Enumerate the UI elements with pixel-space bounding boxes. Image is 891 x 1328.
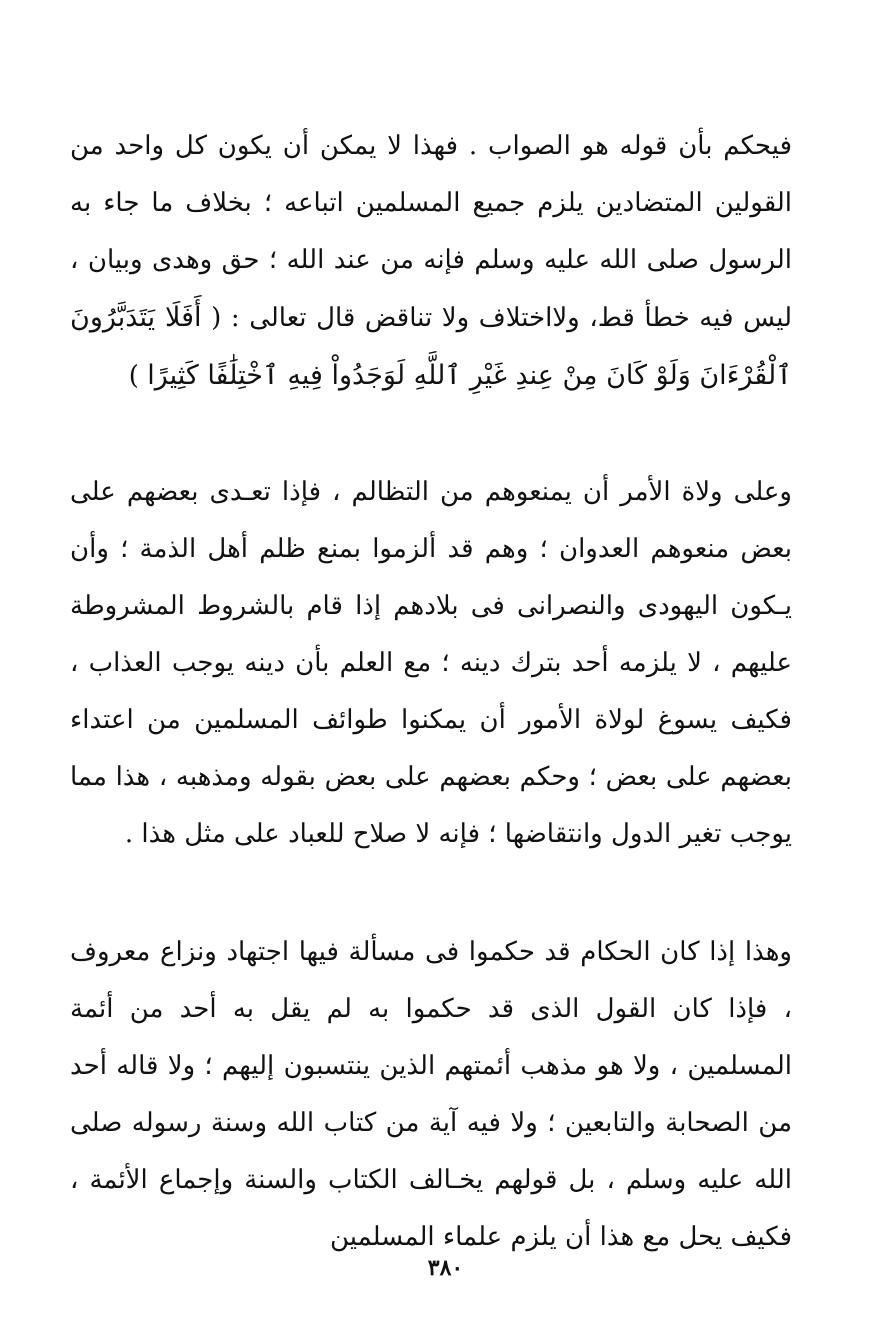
quran-verse: أَفَلَا يَتَدَبَّرُونَ ٱلْقُرْءَانَ وَلَوْ كَانَ مِنْ عِندِ غَيْرِ ٱللَّهِ لَوَجَدُواْ فِيهِ ٱخْتِلَٰفًا كَثِيرًا: [70, 302, 792, 391]
paragraph-2: وعلى ولاة الأمر أن يمنعوهم من التظالم ، فإذا تعـدى بعضهم على بعض منعوهم العدوان ؛ وهم قد ألزموا بمنع ظلم أهل الذمة ؛ وأن يـكون اليهودى والنصرانى فى بلادهم إذا قام بالشروط المشروطة عليهم ، لا يلزمه أحد بترك دينه ؛ مع العلم بأن دينه يوجب العذاب ، فكيف يسوغ لولاة الأمور أن يمكنوا طوائف المسلمين من اعتداء بعضهم على بعض ؛ وحكم بعضهم على بعض بقوله ومذهبه ، هذا مما يوجب تغير الدول وانتقاضها ؛ فإنه لا صلاح للعباد على مثل هذا .: [70, 477, 792, 849]
paragraph-1: [70, 118, 792, 405]
page-number: ٣٨٠: [427, 1255, 464, 1281]
quote-close-paren: ): [128, 361, 139, 391]
paragraph-3: وهذا إذا كان الحكام قد حكموا فى مسألة فيها اجتهاد ونزاع معروف ، فإذا كان القول الذى قد حكموا به لم يقل به أحد من أئمة المسلمين ، ولا هو مذهب أئمتهم الذين ينتسبون إليهم ؛ ولا قاله أحد من الصحابة والتابعين ؛ ولا فيه آية من كتاب الله وسنة رسوله صلى الله عليه وسلم ، بل قولهم يخـالف الكتاب والسنة وإجماع الأئمة ، فكيف يحل مع هذا أن يلزم علماء المسلمين: [70, 937, 792, 1252]
paragraph-1-text: فيحكم بأن قوله هو الصواب . فهذا لا يمكن أن يكون كل واحد من القولين المتضادين يلزم جميع المسلمين اتباعه ؛ بخلاف ما جاء به الرسول صلى الله عليه وسلم فإنه من عند الله ؛ حق وهدى وبيان ، ليس فيه خطأ قط، ولااختلاف ولا تناقض قال تعالى : (: [70, 131, 793, 333]
